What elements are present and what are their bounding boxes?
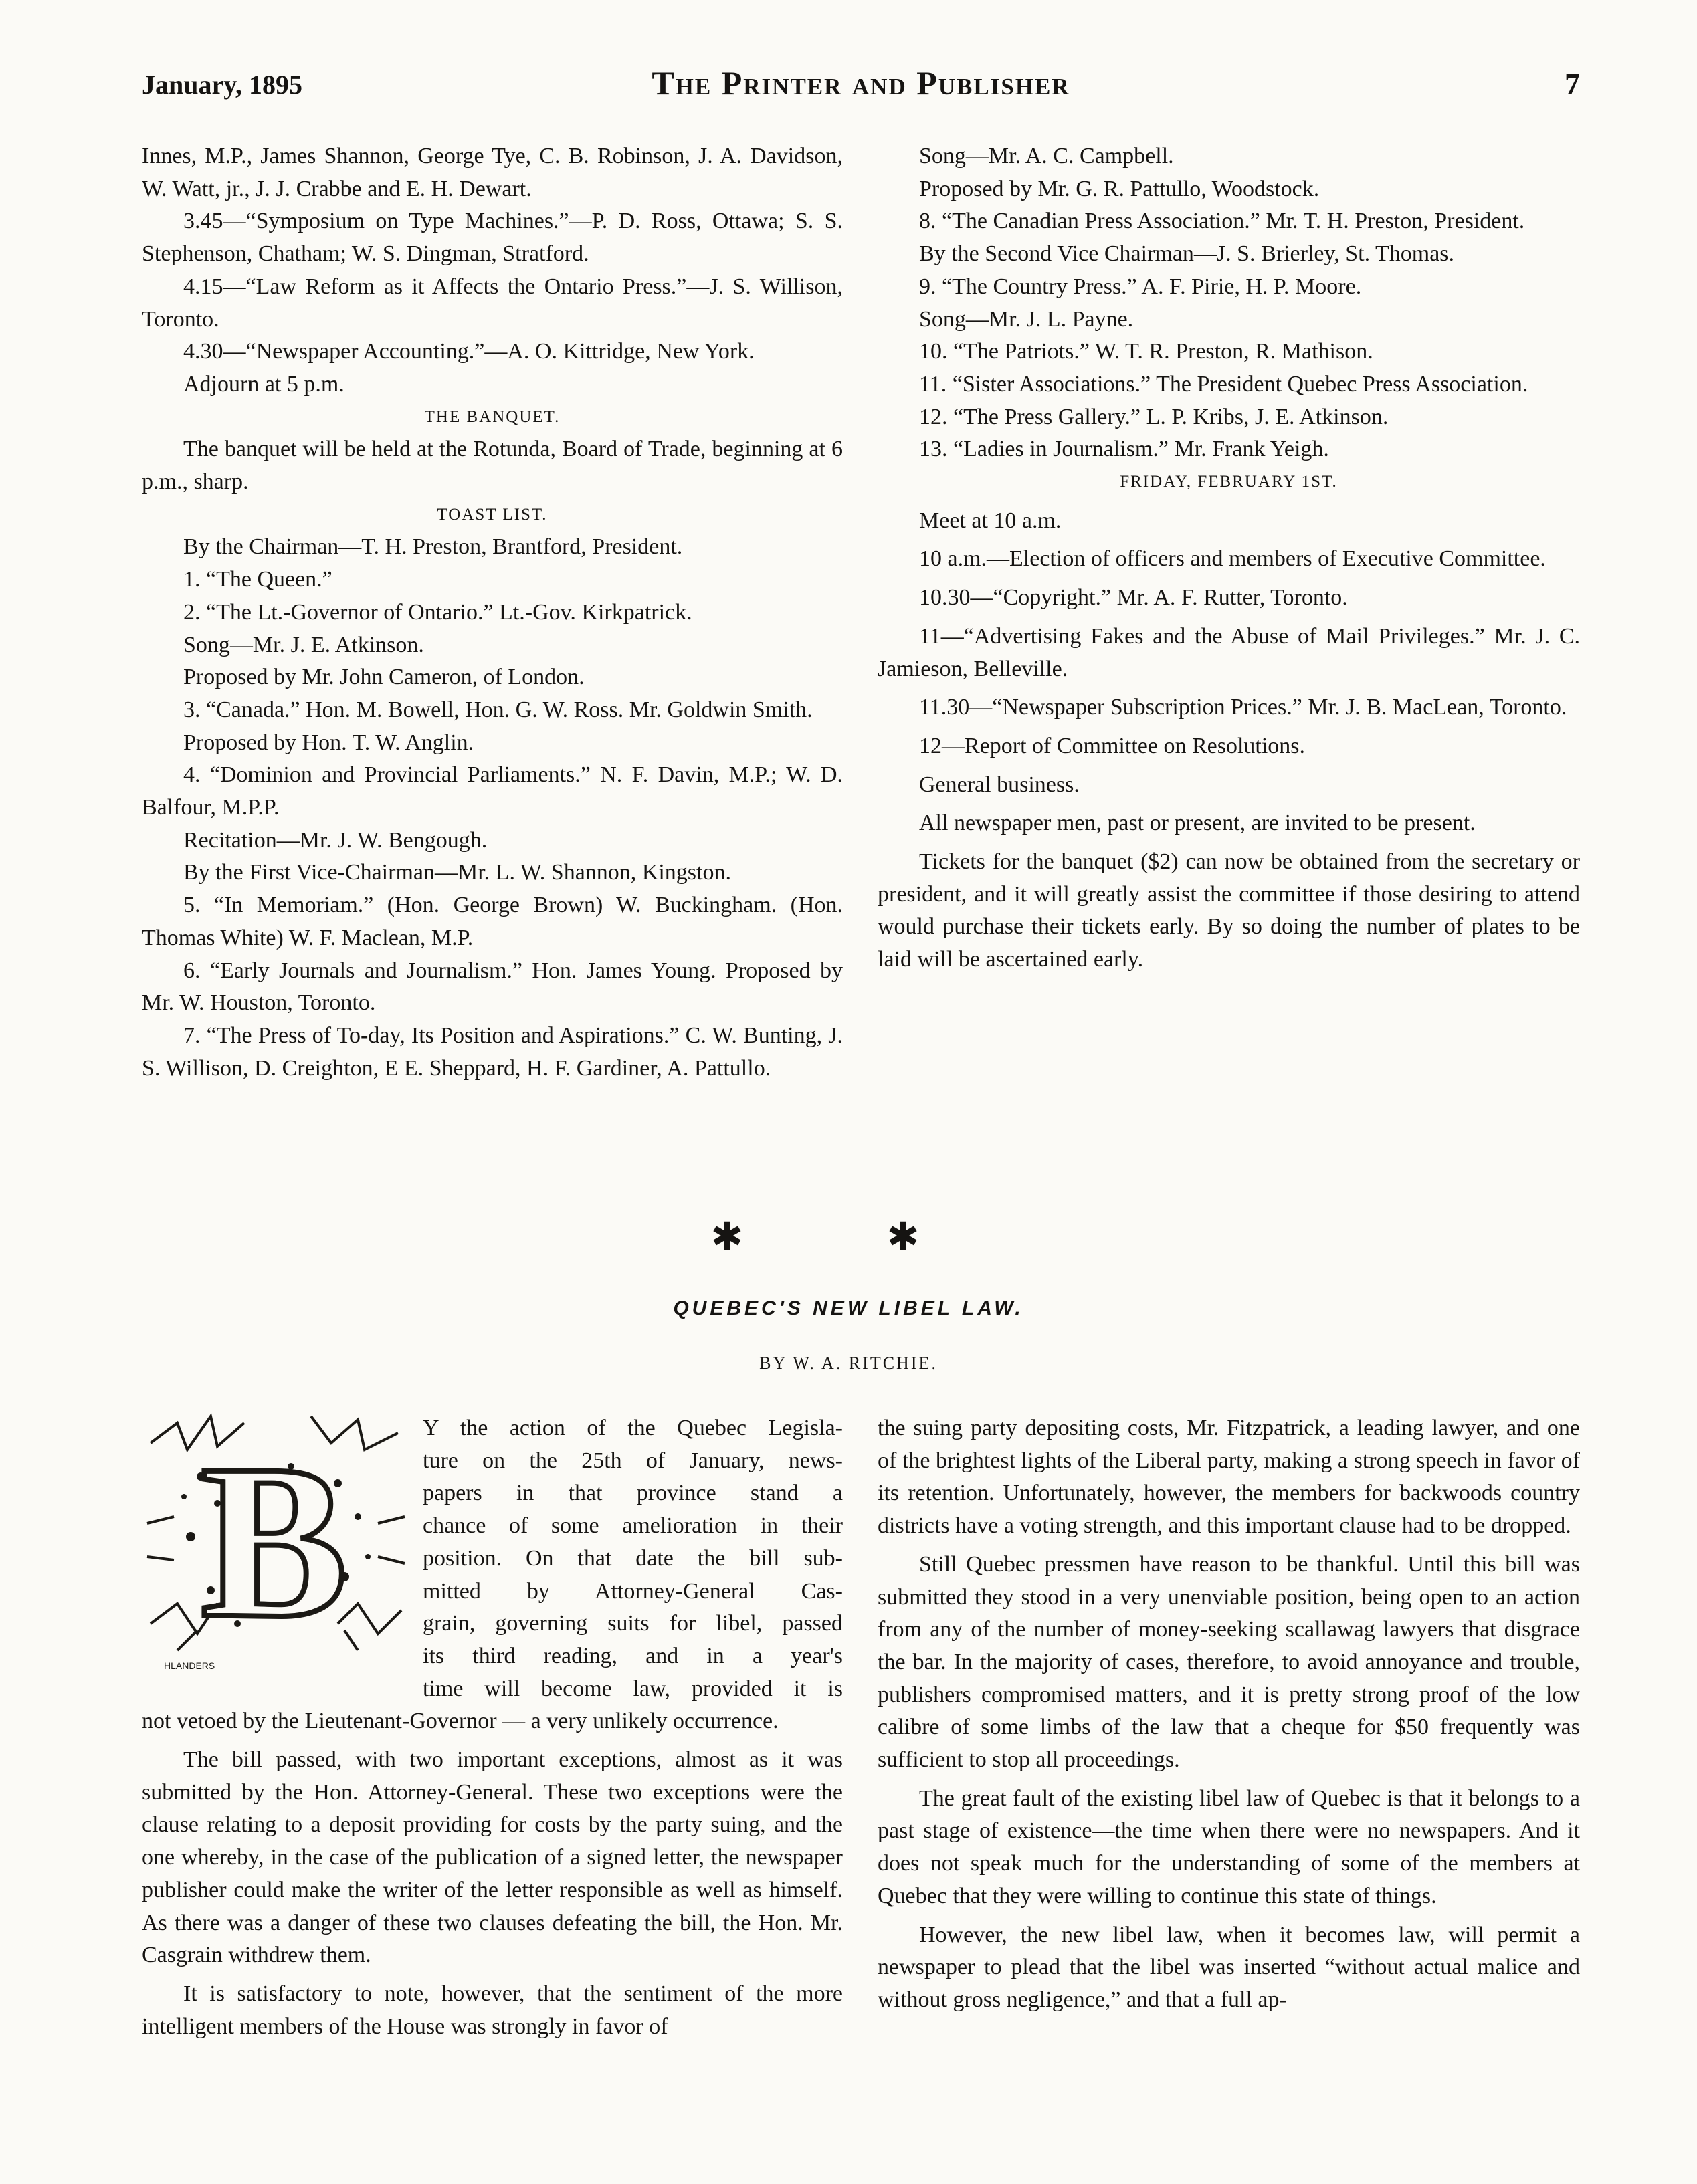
program-entry: By the Chairman—T. H. Preston, Brantford, President. <box>183 534 683 560</box>
program-entry: By the First Vice-Chairman—Mr. L. W. Shannon, Kingston. <box>183 860 731 885</box>
program-entry: 1. “The Queen.” <box>183 567 332 592</box>
program-entry: 9. “The Country Press.” A. F. Pirie, H. P. Moore. <box>919 274 1362 299</box>
program-entry: 5. “In Memoriam.” (Hon. George Brown) W. Buckingham. (Hon. Thomas White) W. F. Maclean, M.P. <box>142 893 843 950</box>
program-entry: 10 a.m.—Election of officers and members of Executive Committee. <box>919 546 1546 572</box>
program-entry: Proposed by Mr. John Cameron, of London. <box>183 665 585 690</box>
program-entry: General business. <box>919 772 1080 797</box>
page-header <box>142 64 1580 110</box>
program-entry: 12—Report of Committee on Resolutions. <box>919 733 1306 758</box>
article-paragraph: the suing party depositing costs, Mr. Fitzpatrick, a leading lawyer, and one of the brightest lights of the Liberal party, making a strong speech in favor of its retention. Unfortunately, however, the members for backwoods country districts have a voting strength, and this important clause had to be dropped. <box>878 1416 1580 1539</box>
program-entry: Song—Mr. J. L. Payne. <box>919 306 1134 332</box>
program-entry: 11. “Sister Associations.” The President Quebec Press Association. <box>919 371 1528 397</box>
article-paragraph: It is satisfactory to note, however, that the sentiment of the more intelligent members of the House was strongly in favor of <box>142 1981 843 2039</box>
article-byline: BY W. A. RITCHIE. <box>759 1353 938 1373</box>
first-paragraph-line: grain, governing suits for libel, passed <box>423 1611 843 1636</box>
program-entry: Adjourn at 5 p.m. <box>183 371 344 397</box>
first-paragraph-line: mitted by Attorney-General Cas- <box>423 1578 843 1604</box>
section-heading: TOAST LIST. <box>437 505 548 524</box>
program-column-right <box>878 140 1580 976</box>
program-entry: 4.30—“Newspaper Accounting.”—A. O. Kittridge, New York. <box>183 339 755 364</box>
program-entry: 2. “The Lt.-Governor of Ontario.” Lt.-Gov. Kirkpatrick. <box>183 599 692 625</box>
program-entry: 4. “Dominion and Provincial Parliaments.” N. F. Davin, M.P.; W. D. Balfour, M.P.P. <box>142 762 843 821</box>
program-column-left <box>142 140 843 1085</box>
program-entry: Innes, M.P., James Shannon, George Tye, C. B. Robinson, J. A. Davidson, W. Watt, jr., J. J. Crabbe and E. H. Dewart. <box>142 144 843 201</box>
program-entry: 4.15—“Law Reform as it Affects the Ontario Press.”—J. S. Willison, Toronto. <box>142 274 843 332</box>
drop-cap-signature: HLANDERS <box>164 1660 215 1671</box>
article-column-right <box>878 1412 1580 2017</box>
program-entry: 11—“Advertising Fakes and the Abuse of Mail Privileges.” Mr. J. C. Jamieson, Belleville. <box>878 623 1580 681</box>
article-column-left <box>142 1412 843 2043</box>
drop-cap-letter: B <box>200 1420 348 1664</box>
program-entry: All newspaper men, past or present, are invited to be present. <box>919 810 1476 836</box>
program-entry: The banquet will be held at the Rotunda, Board of Trade, beginning at 6 p.m., sharp. <box>142 437 843 495</box>
program-entry: 7. “The Press of To-day, Its Position and Aspirations.” C. W. Bunting, J. S. Willison, D. Creighton, E E. Sheppard, H. F. Gardiner, A. Pattullo. <box>142 1022 843 1081</box>
program-entry: 6. “Early Journals and Journalism.” Hon. James Young. Proposed by Mr. W. Houston, Toronto. <box>142 958 843 1016</box>
program-entry: 3.45—“Symposium on Type Machines.”—P. D. Ross, Ottawa; S. S. Stephenson, Chatham; W. S. Dingman, Stratford. <box>142 209 843 267</box>
article-paragraph: However, the new libel law, when it becomes law, will permit a newspaper to plead that the libel was inserted “without actual malice and without gross negligence,” and that a full ap- <box>878 1922 1580 2012</box>
program-entry: 3. “Canada.” Hon. M. Bowell, Hon. G. W. Ross. Mr. Goldwin Smith. <box>183 697 813 722</box>
program-entry: 13. “Ladies in Journalism.” Mr. Frank Yeigh. <box>919 437 1329 462</box>
program-entry: 11.30—“Newspaper Subscription Prices.” Mr. J. B. MacLean, Toronto. <box>919 695 1567 720</box>
article-paragraph: The bill passed, with two important exceptions, almost as it was submitted by the Hon. Attorney-General. These two exceptions were the clause relating to a deposit providing for costs by the party suing, and the one whereby, in the case of the publication of a signed letter, the newspaper publisher could make the writer of the letter responsible as well as himself. As there was a danger of these two clauses defeating the bill, the Hon. Mr. Casgrain withdrew them. <box>142 1747 843 1968</box>
program-entry: Song—Mr. A. C. Campbell. <box>919 144 1174 169</box>
program-entry: Tickets for the banquet ($2) can now be obtained from the secretary or president, and it will greatly assist the committee if those desiring to attend would purchase their tickets early. By so doing the number of plates to be laid will be ascertained early. <box>878 849 1580 972</box>
first-paragraph-line: time will become law, provided it is <box>423 1676 843 1701</box>
first-paragraph-line: Y the action of the Quebec Legisla- <box>423 1416 843 1440</box>
first-paragraph-line: its third reading, and in a year's <box>423 1643 843 1668</box>
article-paragraph: Still Quebec pressmen have reason to be thankful. Until this bill was submitted they stood in a very unenviable position, being open to an action from any of the number of money-seeking scallawag lawyers that disgrace the bar. In the majority of cases, therefore, to avoid annoyance and trouble, publishers compromised matters, and it is pretty strong proof of the low calibre of some limbs of the law that a cheque for $50 frequently was sufficient to stop all proceedings. <box>878 1551 1580 1773</box>
program-entry: Recitation—Mr. J. W. Bengough. <box>183 827 488 853</box>
article-paragraph: The great fault of the existing libel law of Quebec is that it belongs to a past stage of existence—the time when there were no newspapers. And it does not speak much for the understanding of some of the members at Quebec that they were willing to continue this state of things. <box>878 1785 1580 1908</box>
program-entry: 8. “The Canadian Press Association.” Mr. T. H. Preston, President. <box>919 209 1525 234</box>
program-entry: 12. “The Press Gallery.” L. P. Kribs, J. E. Atkinson. <box>919 404 1389 429</box>
program-entry: By the Second Vice Chairman—J. S. Brierley, St. Thomas. <box>919 241 1455 267</box>
program-entry: 10. “The Patriots.” W. T. R. Preston, R. Mathison. <box>919 339 1373 364</box>
program-entry: Proposed by Mr. G. R. Pattullo, Woodstock. <box>919 176 1320 201</box>
section-heading: THE BANQUET. <box>424 407 561 426</box>
section-ornament: ✱ ✱ <box>710 1215 987 1259</box>
first-paragraph-line: chance of some amelioration in their <box>423 1513 843 1539</box>
program-entry: 10.30—“Copyright.” Mr. A. F. Rutter, Toronto. <box>919 585 1348 611</box>
first-paragraph-line: ture on the 25th of January, news- <box>423 1448 843 1473</box>
program-entry: Proposed by Hon. T. W. Anglin. <box>183 730 474 755</box>
first-paragraph-line: papers in that province stand a <box>423 1481 843 1506</box>
publication-title: The Printer and Publisher <box>652 64 1070 102</box>
issue-date: January, 1895 <box>142 70 303 100</box>
first-paragraph-continued: not vetoed by the Lieutenant-Governor — a very unlikely occurrence. <box>142 1709 779 1734</box>
article-title: QUEBEC'S NEW LIBEL LAW. <box>673 1297 1024 1319</box>
section-heading: FRIDAY, FEBRUARY 1ST. <box>1120 473 1338 492</box>
program-entry: Meet at 10 a.m. <box>919 508 1062 533</box>
first-paragraph-line: position. On that date the bill sub- <box>423 1545 843 1571</box>
page-number: 7 <box>1565 67 1580 101</box>
program-entry: Song—Mr. J. E. Atkinson. <box>183 632 424 657</box>
